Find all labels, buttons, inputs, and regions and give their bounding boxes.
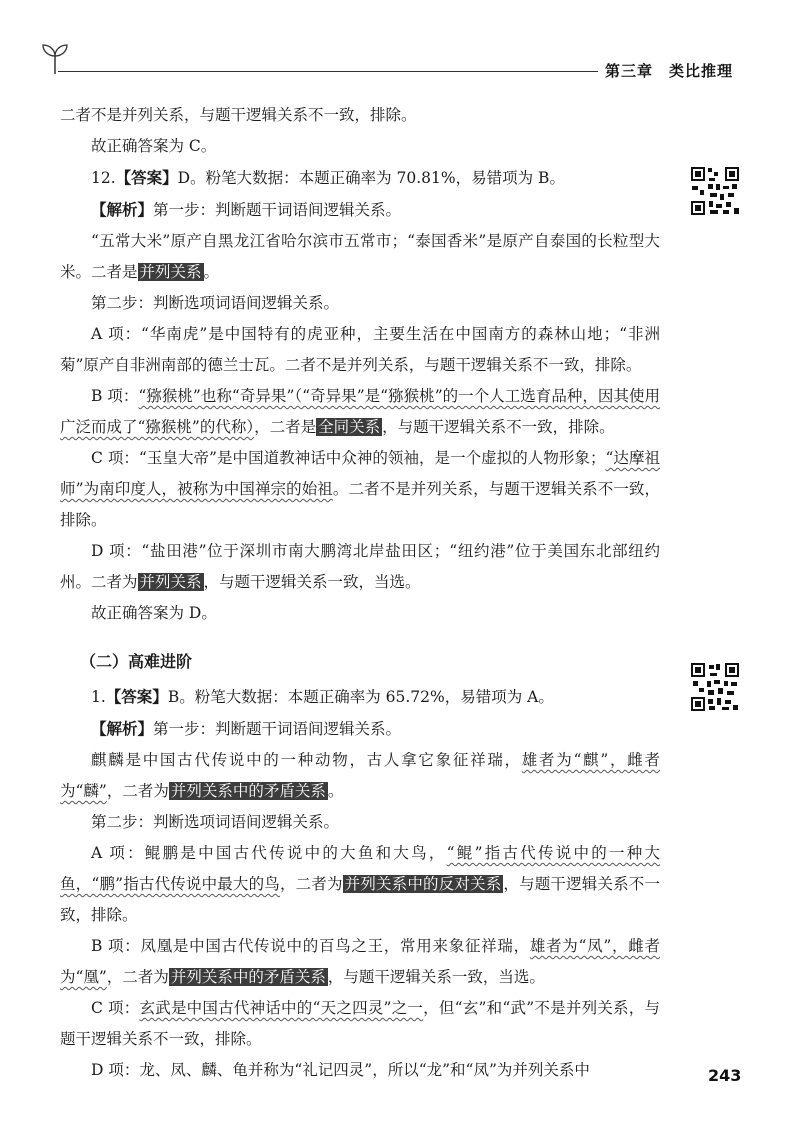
text-run: ，二者是 [254,418,317,436]
header-rule [58,71,598,72]
wavy-underline-text: 雄者为“凤”，雌者为“凰” [60,937,660,986]
text-run: C 项： [91,999,140,1017]
section-heading: （二）高难进阶 [80,652,193,671]
option-d: D 项：龙、凤、麟、龟并称为“礼记四灵”，所以“龙”和“凤”为并列关系中 [91,1061,590,1079]
text-run: ，与题干逻辑关系不一致，排除。 [382,418,615,436]
answer-text: B。粉笔大数据：本题正确率为 65.72%，易错项为 A。 [167,688,554,706]
step-text: 第一步：判断题干词语间逻辑关系。 [153,201,402,219]
wavy-underline-text: “鲲”指古代传说中的一种大鱼，“鹏”指古代传说中最大的鸟 [60,844,660,893]
option-a [60,838,660,931]
text-run: 麒麟是中国古代传说中的一种动物，古人拿它象征祥瑞， [91,751,522,769]
page-number: 243 [708,1066,742,1085]
text-run: B 项： [91,387,139,405]
analysis-tag: 【解析】 [91,719,154,738]
highlight-tag: 并列关系中的矛盾关系 [170,968,326,986]
question-number: 12. [91,169,116,187]
step-text: 第一步：判断题干词语间逻辑关系。 [153,720,402,738]
paragraph: 故正确答案为 D。 [91,604,217,622]
highlight-tag: 全同关系 [318,418,381,436]
paragraph [60,745,660,807]
text-run: C 项：“玉皇大帝”是中国道教神话中众神的领袖，是一个虚拟的人物形象； [91,449,606,467]
chapter-number: 第三章 [605,62,654,80]
chapter-title [605,60,733,81]
wavy-underline-text: “达摩祖师”为南印度人，被称为中国禅宗的始祖 [60,449,660,498]
option-b [60,381,660,443]
text-run: ，与题干逻辑关系一致，当选。 [203,573,421,591]
text-run: D 项：“盐田港”位于深圳市南大鹏湾北岸盐田区；“纽约港”位于美国东北部纽约州。二者为 [60,542,660,591]
paragraph: 第二步：判断选项词语间逻辑关系。 [91,294,340,312]
highlight-tag: 并列关系中的矛盾关系 [170,782,326,800]
highlight-tag: 并列关系 [139,263,202,281]
text-run: ，但“玄”和“武”不是并列关系，与题干逻辑关系不一致，排除。 [60,999,660,1048]
highlight-tag: 并列关系中的反对关系 [344,875,502,893]
analysis-line [60,194,660,226]
text-run: ，与题干逻辑关系一致，当选。 [327,968,545,986]
text-run: 。 [327,782,344,800]
paragraph: 故正确答案为 C。 [91,137,217,155]
paragraph: 第二步：判断选项词语间逻辑关系。 [91,813,340,831]
highlight-tag: 并列关系 [139,573,202,591]
answer-tag: 【答案】 [115,168,178,187]
option-b [60,931,660,993]
wavy-underline-text: 雄者为“麒”，雌者为“麟” [60,751,660,800]
option-d [60,536,660,598]
question-number: 1. [91,688,106,706]
chapter-topic: 类比推理 [669,62,734,80]
option-c [60,993,660,1055]
answer-tag: 【答案】 [105,687,168,706]
text-run: “五常大米”原产自黑龙江省哈尔滨市五常市；“泰国香米”是原产自泰国的长粒型大米。二者是 [60,232,660,281]
text-run: ，与题干逻辑关系不一致，排除。 [60,875,660,924]
option-c [60,443,660,536]
page-header [0,0,800,90]
text-run: ，二者为 [279,875,343,893]
wavy-underline-text: 玄武是中国古代神话中的“天之四灵”之一 [139,999,424,1017]
text-run: 。 [203,263,220,281]
text-run: ，二者为 [106,782,169,800]
qr-code-icon[interactable] [690,662,740,712]
answer-line [60,162,660,194]
analysis-tag: 【解析】 [91,200,154,219]
analysis-line [60,713,660,745]
qr-code-icon[interactable] [690,166,740,216]
answer-text: D。粉笔大数据：本题正确率为 70.81%，易错项为 B。 [177,169,565,187]
paragraph [60,226,660,288]
text-run: ，二者为 [106,968,169,986]
text-run: B 项：凤凰是中国古代传说中的百鸟之王，常用来象征祥瑞， [91,937,530,955]
text-run: 。二者不是并列关系，与题干逻辑关系不一致，排除。 [60,480,660,529]
wavy-underline-text: “猕猴桃”也称“奇异果”（“奇异果”是“猕猴桃”的一个人工选育品种，因其使用广泛而成了“猕猴桃”的代称） [60,387,660,436]
text-run: A 项：鲲鹏是中国古代传说中的大鱼和大鸟， [91,844,447,862]
paragraph: 二者不是并列关系，与题干逻辑关系不一致，排除。 [60,106,417,124]
option-a: A 项：“华南虎”是中国特有的虎亚种，主要生活在中国南方的森林山地；“非洲菊”原产自非洲南部的德兰士瓦。二者不是并列关系，与题干逻辑关系不一致，排除。 [60,325,660,374]
page-body [60,100,660,1086]
answer-line [60,681,660,713]
